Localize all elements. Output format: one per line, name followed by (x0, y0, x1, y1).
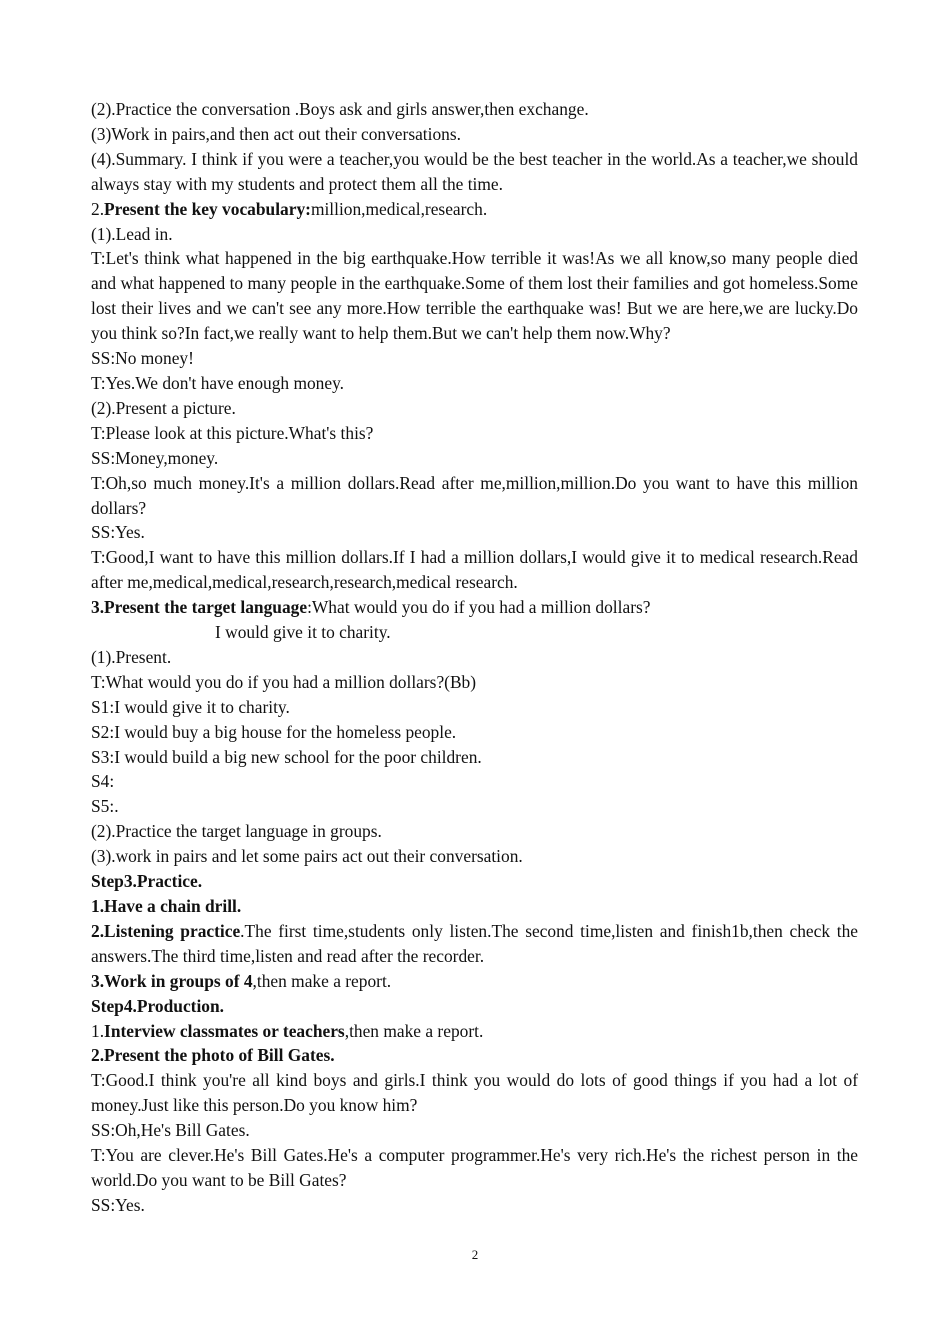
text-paragraph: T:Good,I want to have this million dollars.If I had a million dollars,I would give it to medical research.Read after me,medical,medical,research,research,medical research. (91, 547, 858, 593)
document-page-body (91, 97, 858, 1218)
step-item (91, 919, 858, 969)
text-paragraph: (4).Summary. I think if you were a teacher,you would be the best teacher in the world.As a teacher,we should always stay with my students and protect them all the time. (91, 148, 858, 194)
text-line: SS:No money! (91, 348, 194, 369)
section-heading: 2.Present the photo of Bill Gates. (91, 1045, 335, 1066)
section-number: 1. (91, 1020, 105, 1041)
text-line: SS:Oh,He's Bill Gates. (91, 1120, 250, 1141)
text-line: (3).work in pairs and let some pairs act out their conversation. (91, 846, 523, 867)
text-paragraph: T:Good.I think you're all kind boys and girls.I think you would do lots of good things if you had a lot of money.Just like this person.Do you know him? (91, 1070, 858, 1116)
step-heading (91, 994, 858, 1019)
page-number: 2 (471, 1247, 479, 1262)
text-line: S3:I would build a big new school for the poor children. (91, 746, 482, 767)
step-heading (91, 869, 858, 894)
section-heading: Step4.Production. (91, 995, 225, 1016)
section-heading: 1.Have a chain drill. (91, 896, 242, 916)
step-item (91, 1043, 858, 1068)
section-number: 2. (91, 198, 105, 219)
text-line: (3)Work in pairs,and then act out their conversations. (91, 123, 461, 144)
text-line: SS:Yes. (91, 1194, 145, 1215)
section-heading: Step3.Practice. (91, 871, 203, 892)
text-line: T:What would you do if you had a million dollars?(Bb) (91, 671, 477, 692)
step-item (91, 894, 858, 919)
text-line: S1:I would give it to charity. (91, 696, 290, 717)
section-key-vocabulary (91, 197, 858, 222)
section-text: .The first time,students only listen.The second time,listen and finish1b,then check the answers.The third time,listen and read after the recorder. (91, 920, 858, 966)
step-item (91, 1019, 858, 1044)
text-line: S2:I would buy a big house for the homeless people. (91, 721, 457, 742)
text-paragraph: T:Oh,so much money.It's a million dollars.Read after me,million,million.Do you want to have this million dollars? (91, 472, 858, 518)
section-heading: 3.Present the target language (91, 597, 308, 618)
text-paragraph: T:Let's think what happened in the big earthquake.How terrible it was!As we all know,so many people died and what happened to many people in the earthquake.Some of them lost their families and got homeless.Some lost their lives and we can't see any more.How terrible the earthquake was! But we are here,we are lucky.Do you think so?In fact,we really want to help them.But we can't help them now.Why? (91, 248, 858, 344)
step-item (91, 969, 858, 994)
section-text: million,medical,research. (310, 198, 488, 219)
section-text: :What would you do if you had a million dollars? (307, 597, 651, 618)
text-line: (2).Practice the target language in groups. (91, 821, 382, 842)
text-line: (2).Present a picture. (91, 397, 236, 418)
text-line: (1).Present. (91, 646, 172, 667)
text-line: T:Yes.We don't have enough money. (91, 372, 344, 393)
section-target-language (91, 595, 858, 620)
section-text: ,then make a report. (252, 970, 392, 991)
text-line: SS:Money,money. (91, 447, 219, 468)
text-line: (1).Lead in. (91, 223, 173, 244)
section-heading: Present the key vocabulary: (104, 198, 311, 219)
text-line: SS:Yes. (91, 522, 145, 543)
section-heading: 2.Listening practice (91, 920, 241, 941)
text-line: S4: (91, 771, 115, 792)
section-text: ,then make a report. (344, 1020, 484, 1041)
text-line-indented: I would give it to charity. (215, 622, 391, 643)
text-line: (2).Practice the conversation .Boys ask and girls answer,then exchange. (91, 99, 589, 119)
text-paragraph: T:You are clever.He's Bill Gates.He's a computer programmer.He's very rich.He's the richest person in the world.Do you want to be Bill Gates? (91, 1145, 858, 1190)
text-line: T:Please look at this picture.What's this? (91, 422, 374, 443)
section-heading: Interview classmates or teachers (104, 1020, 345, 1041)
text-line: S5:. (91, 796, 119, 817)
section-heading: 3.Work in groups of 4 (91, 970, 253, 991)
